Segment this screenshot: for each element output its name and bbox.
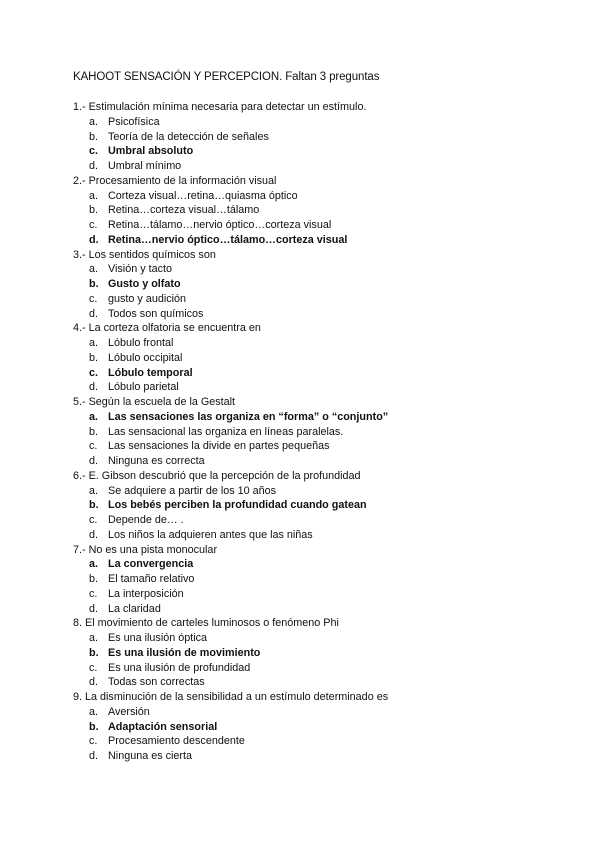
- option-letter: b.: [89, 646, 99, 659]
- option-text: Es una ilusión de profundidad: [108, 661, 251, 674]
- question-block: [73, 248, 573, 322]
- option-text: Procesamiento descendente: [108, 735, 245, 748]
- option-text: Lóbulo frontal: [108, 337, 174, 349]
- answer-option: [73, 749, 573, 764]
- question-block: [73, 616, 573, 690]
- answer-option: [73, 380, 573, 395]
- option-text: La interposición: [108, 587, 184, 600]
- answer-option: [73, 484, 573, 499]
- answer-option: [73, 189, 573, 204]
- correct-answer-option: [73, 498, 573, 513]
- correct-answer-option: [73, 646, 573, 661]
- answer-option: [73, 705, 573, 720]
- answer-option: [73, 602, 573, 617]
- option-letter: d.: [89, 160, 99, 172]
- option-text: Retina…corteza visual…tálamo: [108, 204, 260, 217]
- option-letter: c.: [89, 219, 98, 231]
- answer-option: [73, 130, 573, 145]
- option-letter: b.: [89, 425, 99, 438]
- correct-answer-option: [73, 144, 573, 159]
- answer-option: [73, 513, 573, 528]
- answer-option: [73, 675, 573, 690]
- option-letter: d.: [89, 455, 99, 467]
- question-text: 8. El movimiento de carteles luminosos o fenómeno Phi: [73, 617, 339, 630]
- option-text: Depende de… .: [108, 514, 184, 526]
- question-text: 4.- La corteza olfatoria se encuentra en: [73, 322, 261, 335]
- answer-option: [73, 336, 573, 351]
- option-letter: d.: [89, 381, 99, 394]
- question-text: 5.- Según la escuela de la Gestalt: [73, 396, 236, 408]
- option-letter: b.: [89, 351, 99, 364]
- question-block: [73, 100, 573, 174]
- option-text: Todas son correctas: [108, 676, 205, 689]
- option-text: Es una ilusión de movimiento: [108, 646, 261, 659]
- option-text: La claridad: [108, 602, 161, 615]
- option-letter: d.: [89, 676, 99, 689]
- correct-answer-option: [73, 233, 573, 248]
- option-text: Retina…tálamo…nervio óptico…corteza visual: [108, 219, 332, 231]
- option-text: Es una ilusión óptica: [108, 632, 208, 644]
- question-text: 3.- Los sentidos químicos son: [73, 248, 216, 261]
- answer-option: [73, 292, 573, 307]
- question-block: [73, 321, 573, 395]
- answer-option: [73, 661, 573, 676]
- option-text: Lóbulo occipital: [108, 351, 183, 364]
- option-text: Ninguna es cierta: [108, 750, 193, 762]
- option-letter: d.: [89, 233, 99, 246]
- option-letter: a.: [89, 263, 99, 276]
- option-text: Visión y tacto: [108, 263, 173, 276]
- option-text: Ninguna es correcta: [108, 455, 205, 467]
- question-text: 9. La disminución de la sensibilidad a un estímulo determinado es: [73, 691, 389, 703]
- option-text: Teoría de la detección de señales: [108, 130, 269, 143]
- correct-answer-option: [73, 557, 573, 572]
- option-letter: a.: [89, 484, 99, 497]
- correct-answer-option: [73, 366, 573, 381]
- answer-option: [73, 203, 573, 218]
- question-text: 7.- No es una pista monocular: [73, 543, 218, 556]
- option-text: Lóbulo parietal: [108, 381, 179, 394]
- option-letter: c.: [89, 145, 99, 158]
- option-letter: b.: [89, 204, 99, 217]
- option-text: Retina…nervio óptico…tálamo…corteza visual: [108, 233, 348, 246]
- option-letter: a.: [89, 410, 99, 423]
- option-text: Umbral absoluto: [108, 145, 194, 158]
- correct-answer-option: [73, 410, 573, 425]
- correct-answer-option: [73, 277, 573, 292]
- question-block: [73, 543, 573, 617]
- option-letter: b.: [89, 278, 99, 290]
- option-letter: c.: [89, 514, 98, 526]
- option-letter: c.: [89, 587, 98, 600]
- option-letter: d.: [89, 528, 99, 541]
- answer-option: [73, 307, 573, 322]
- option-letter: a.: [89, 558, 99, 571]
- option-letter: a.: [89, 115, 99, 128]
- option-letter: a.: [89, 189, 99, 202]
- option-text: gusto y audición: [108, 292, 187, 305]
- option-letter: c.: [89, 735, 98, 748]
- answer-option: [73, 631, 573, 646]
- answer-option: [73, 572, 573, 587]
- option-letter: c.: [89, 661, 98, 674]
- option-text: Lóbulo temporal: [108, 366, 193, 379]
- option-text: Aversión: [108, 705, 150, 718]
- correct-answer-option: [73, 720, 573, 735]
- option-letter: d.: [89, 750, 99, 762]
- option-text: Las sensaciones las organiza en “forma” o “conjunto”: [108, 410, 389, 423]
- option-letter: c.: [89, 440, 98, 453]
- question-list: [73, 100, 573, 764]
- question-text: 1.- Estimulación mínima necesaria para detectar un estímulo.: [73, 101, 367, 113]
- answer-option: [73, 454, 573, 469]
- answer-option: [73, 425, 573, 440]
- question-block: [73, 690, 573, 764]
- option-letter: a.: [89, 705, 99, 718]
- question-block: [73, 395, 573, 469]
- question-text: 6.- E. Gibson descubrió que la percepción de la profundidad: [73, 469, 361, 482]
- option-text: Los bebés perciben la profundidad cuando gatean: [108, 499, 367, 512]
- option-letter: b.: [89, 130, 99, 143]
- option-letter: d.: [89, 602, 99, 615]
- option-letter: b.: [89, 720, 99, 733]
- question-block: [73, 469, 573, 543]
- answer-option: [73, 115, 573, 130]
- answer-option: [73, 439, 573, 454]
- answer-option: [73, 218, 573, 233]
- answer-option: [73, 734, 573, 749]
- document-title: KAHOOT SENSACIÓN Y PERCEPCION. Faltan 3 preguntas: [73, 71, 380, 83]
- option-text: Corteza visual…retina…quiasma óptico: [108, 189, 298, 202]
- option-text: Psicofísica: [108, 115, 160, 128]
- option-letter: c.: [89, 366, 99, 379]
- option-letter: a.: [89, 337, 99, 349]
- option-text: La convergencia: [108, 558, 194, 571]
- option-text: Los niños la adquieren antes que las niñas: [108, 528, 313, 541]
- option-text: Se adquiere a partir de los 10 años: [108, 484, 277, 497]
- answer-option: [73, 159, 573, 174]
- question-text: 2.- Procesamiento de la información visual: [73, 174, 277, 187]
- option-letter: a.: [89, 632, 99, 644]
- option-text: El tamaño relativo: [108, 573, 195, 585]
- option-letter: b.: [89, 573, 99, 585]
- option-letter: c.: [89, 292, 98, 305]
- option-text: Gusto y olfato: [108, 278, 181, 290]
- answer-option: [73, 587, 573, 602]
- answer-option: [73, 262, 573, 277]
- option-text: Todos son químicos: [108, 307, 204, 320]
- answer-option: [73, 351, 573, 366]
- answer-option: [73, 528, 573, 543]
- question-block: [73, 174, 573, 248]
- option-text: Las sensaciones la divide en partes pequeñas: [108, 440, 330, 453]
- option-letter: d.: [89, 307, 99, 320]
- option-text: Las sensacional las organiza en líneas paralelas.: [108, 425, 344, 438]
- option-text: Umbral mínimo: [108, 160, 182, 172]
- option-letter: b.: [89, 499, 99, 512]
- option-text: Adaptación sensorial: [108, 720, 218, 733]
